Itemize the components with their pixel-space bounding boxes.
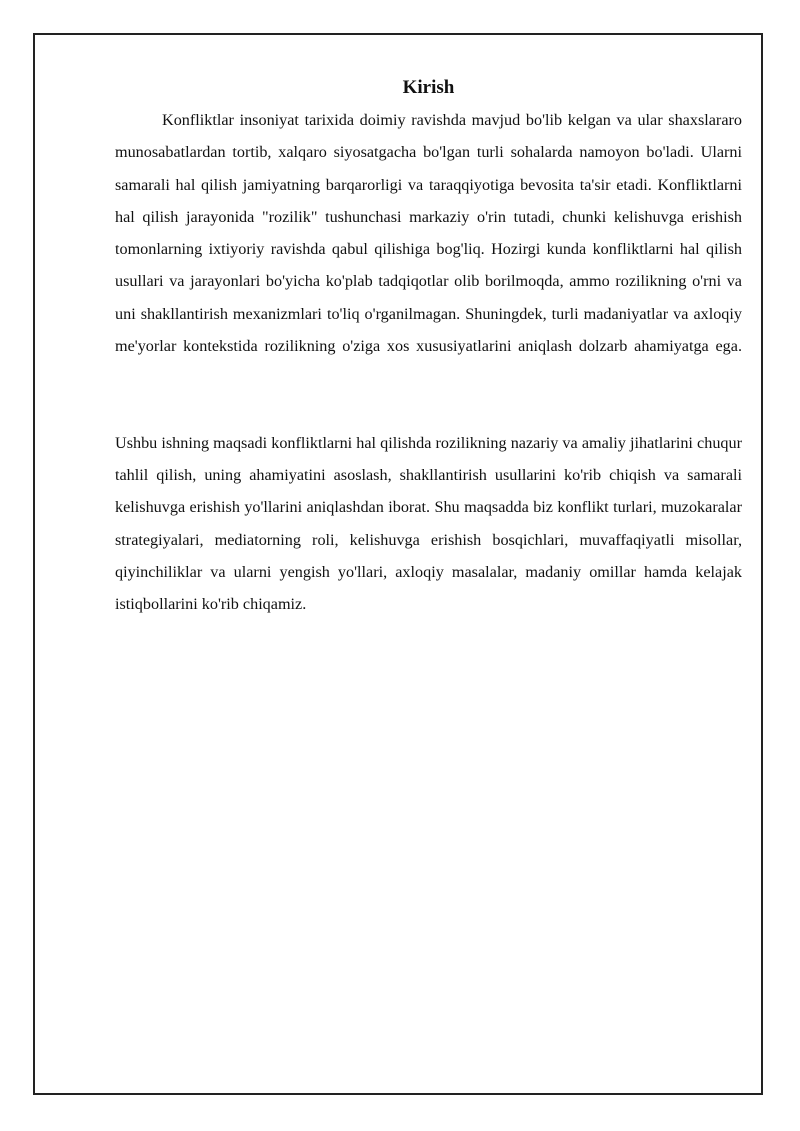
document-body bbox=[115, 74, 742, 620]
paragraph-gap bbox=[115, 395, 742, 427]
section-title: Kirish bbox=[402, 77, 455, 98]
intro-paragraph-1: Konfliktlar insoniyat tarixida doimiy ravishda mavjud bo'lib kelgan va ular shaxslararo munosabatlardan tortib, xalqaro siyosatgacha bo'lgan turli sohalarda namoyon bo'ladi. Ularni samarali hal qilish jamiyatning barqarorligi va taraqqiyotiga bevosita ta'sir etadi. Konfliktlarni hal qilish jarayonida "rozilik" tushunchasi markaziy o'rin tutadi, chunki kelishuvga erishish tomonlarning ixtiyoriy ravishda qabul qilishiga bog'liq. Hozirgi kunda konfliktlarni hal qilish usullari va jarayonlari bo'yicha ko'plab tadqiqotlar olib borilmoqda, ammo rozilikning o'rni va uni shakllantirish mexanizmlari to'liq o'rganilmagan. Shuningdek, turli madaniyatlar va axloqiy me'yorlar kontekstida rozilikning o'ziga xos xususiyatlarini aniqlash dolzarb ahamiyatga ega. bbox=[115, 111, 742, 356]
intro-paragraph-2: Ushbu ishning maqsadi konfliktlarni hal qilishda rozilikning nazariy va amaliy jihatlarini chuqur tahlil qilish, uning ahamiyatini asoslash, shakllantirish usullarini ko'rib chiqish va samarali kelishuvga erishish yo'llarini aniqlashdan iborat. Shu maqsadda biz konflikt turlari, muzokaralar strategiyalari, mediatorning roli, kelishuvga erishish bosqichlari, muvaffaqiyatli misollar, qiyinchiliklar va ularni yengish yo'llari, axloqiy masalalar, madaniy omillar hamda kelajak istiqbollarini ko'rib chiqamiz. bbox=[115, 433, 742, 614]
